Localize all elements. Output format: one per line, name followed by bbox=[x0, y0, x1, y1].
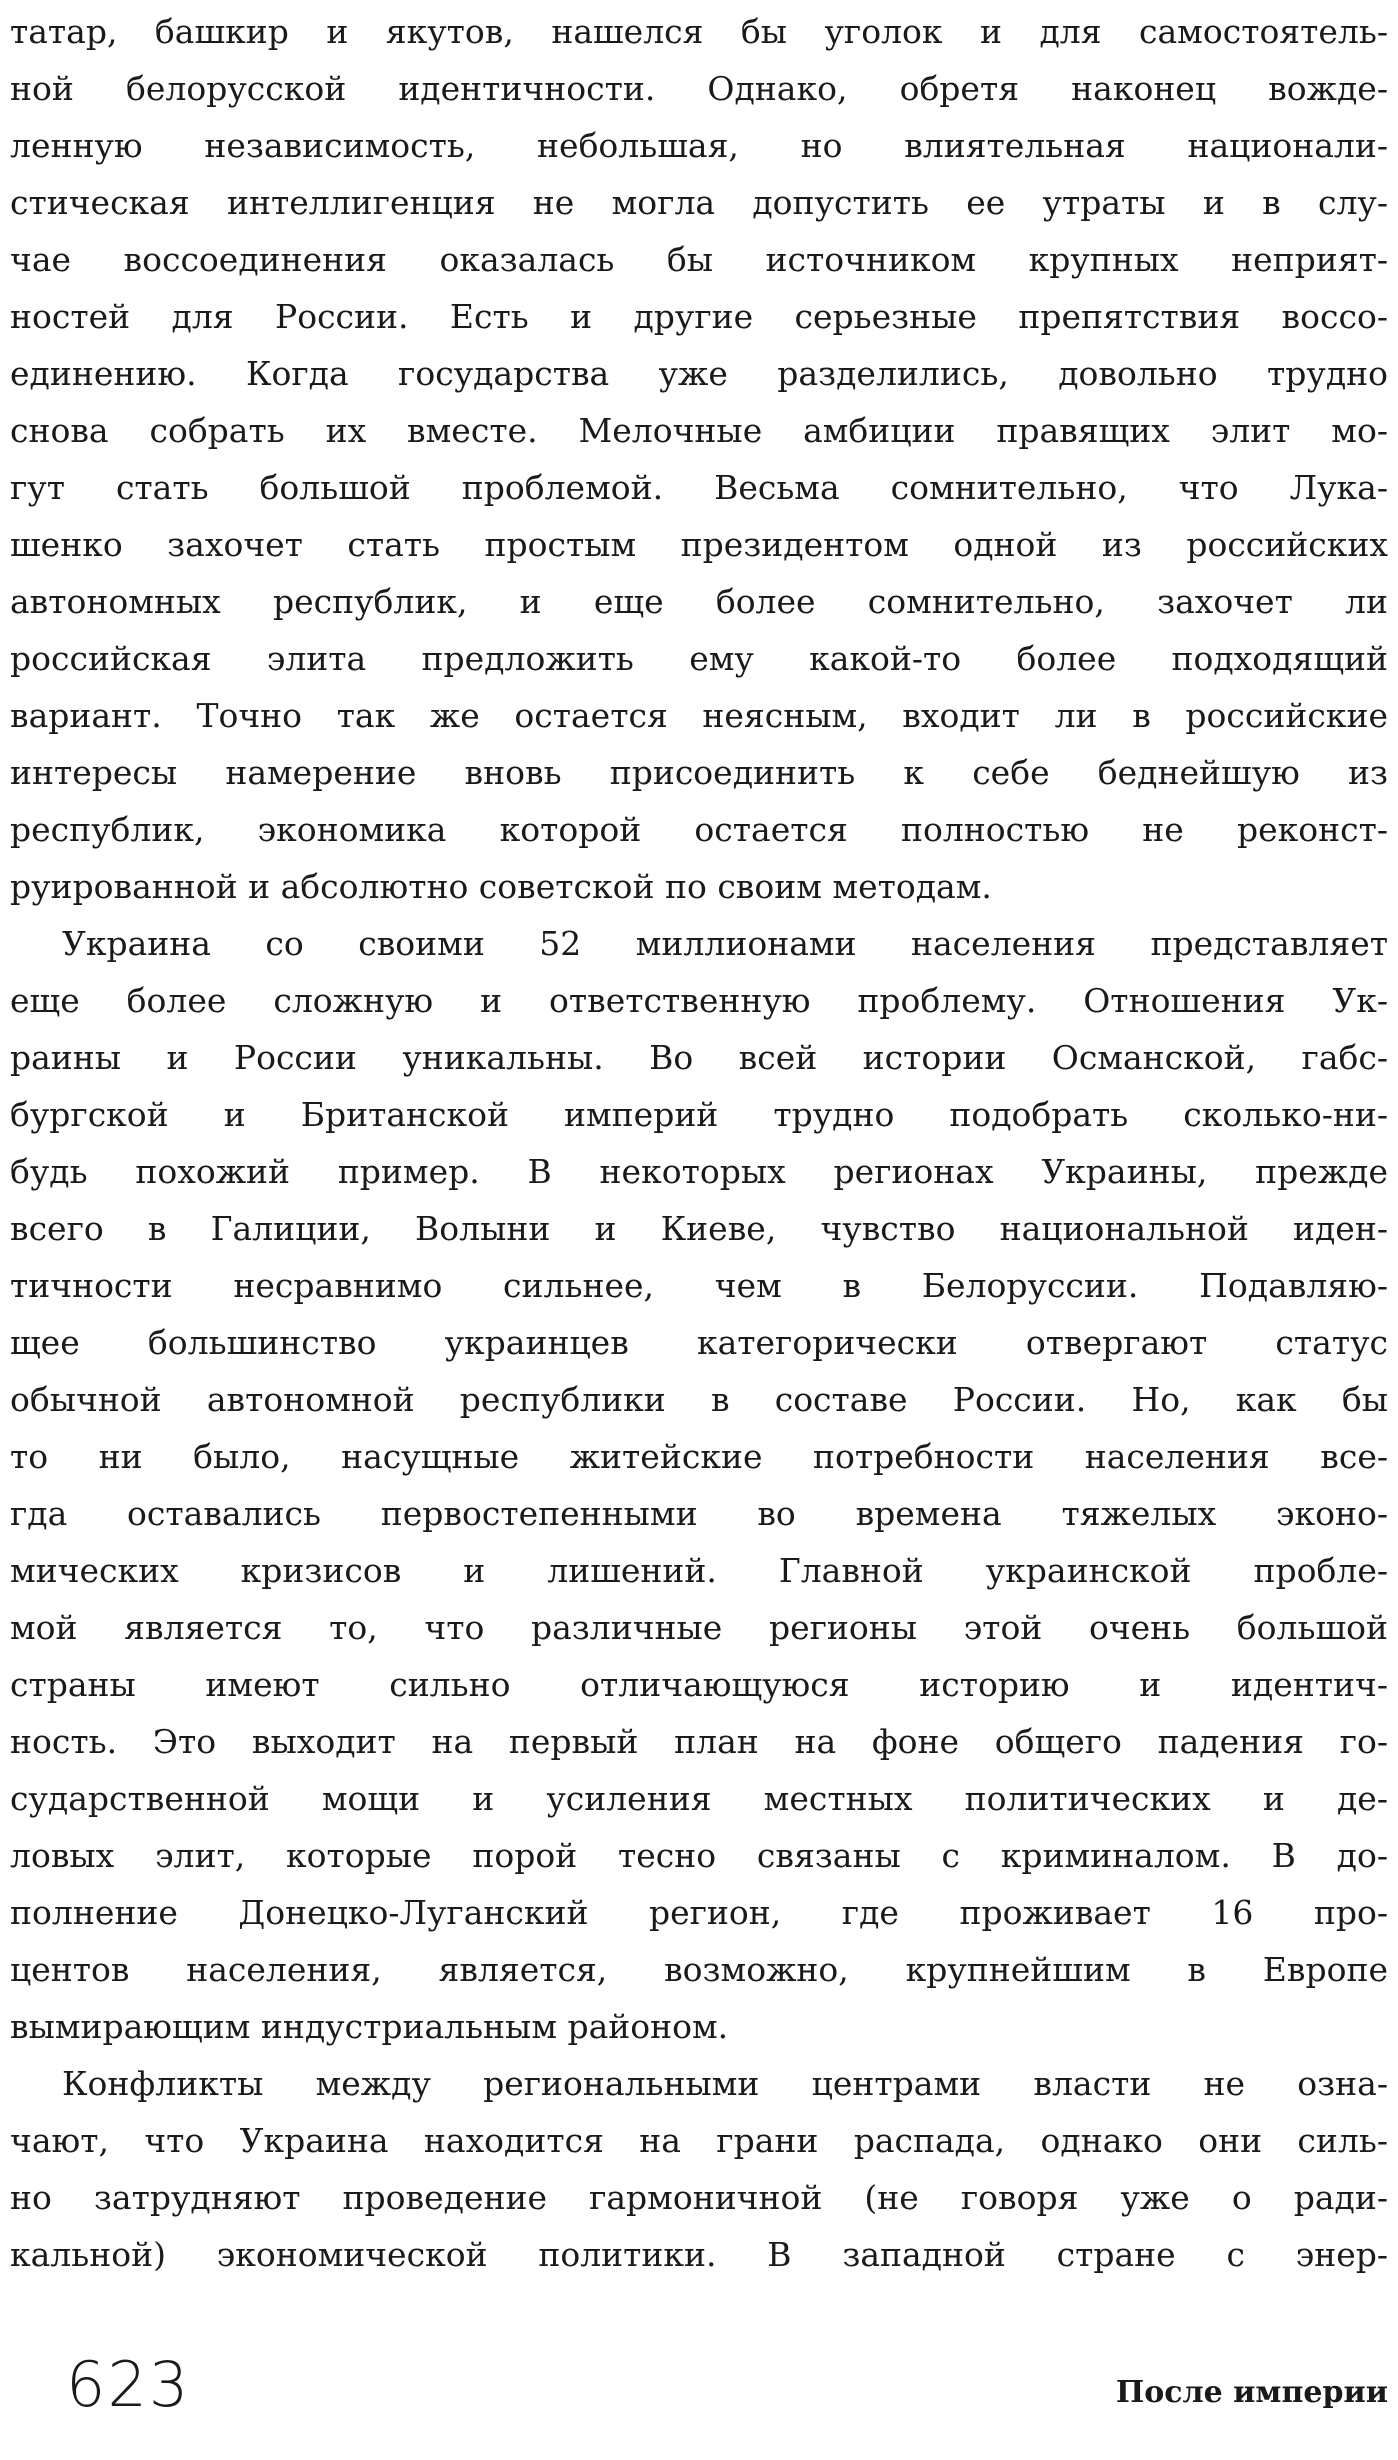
text-line: сударственной мощи и усиления местных политических и де- bbox=[10, 1779, 1388, 1818]
text-line: автономных республик, и еще более сомнительно, захочет ли bbox=[10, 582, 1388, 621]
text-line: будь похожий пример. В некоторых регионах Украины, прежде bbox=[10, 1152, 1388, 1191]
paragraph-first-line: Украина со своими 52 миллионами населения представляет bbox=[62, 924, 1388, 963]
text-line: вариант. Точно так же остается неясным, входит ли в российские bbox=[10, 696, 1388, 735]
text-line: ность. Это выходит на первый план на фоне общего падения го- bbox=[10, 1722, 1388, 1761]
text-line: гут стать большой проблемой. Весьма сомнительно, что Лука- bbox=[10, 468, 1388, 507]
text-line: республик, экономика которой остается полностью не реконст- bbox=[10, 810, 1388, 849]
text-line: обычной автономной республики в составе России. Но, как бы bbox=[10, 1380, 1388, 1419]
text-line: шенко захочет стать простым президентом одной из российских bbox=[10, 525, 1388, 564]
text-line: но затрудняют проведение гармоничной (не говоря уже о ради- bbox=[10, 2178, 1388, 2217]
text-line: то ни было, насущные житейские потребности населения все- bbox=[10, 1437, 1388, 1476]
text-line: руированной и абсолютно советской по своим методам. bbox=[10, 867, 992, 906]
text-line: единению. Когда государства уже разделились, довольно трудно bbox=[10, 354, 1388, 393]
text-line: снова собрать их вместе. Мелочные амбиции правящих элит мо- bbox=[10, 411, 1388, 450]
text-line: чают, что Украина находится на грани распада, однако они силь- bbox=[10, 2121, 1388, 2160]
text-line: еще более сложную и ответственную проблему. Отношения Ук- bbox=[10, 981, 1388, 1020]
text-line: мических кризисов и лишений. Главной украинской пробле- bbox=[10, 1551, 1388, 1590]
text-line: интересы намерение вновь присоединить к себе беднейшую из bbox=[10, 753, 1388, 792]
text-line: тичности несравнимо сильнее, чем в Белоруссии. Подавляю- bbox=[10, 1266, 1388, 1305]
text-line: ной белорусской идентичности. Однако, обретя наконец вожде- bbox=[10, 69, 1388, 108]
page-number: 623 bbox=[66, 2348, 191, 2421]
text-line: кальной) экономической политики. В западной стране с энер- bbox=[10, 2235, 1388, 2274]
text-line: чае воссоединения оказалась бы источником крупных неприят- bbox=[10, 240, 1388, 279]
text-line: полнение Донецко-Луганский регион, где проживает 16 про- bbox=[10, 1893, 1388, 1932]
text-line: страны имеют сильно отличающуюся историю и идентич- bbox=[10, 1665, 1388, 1704]
text-line: ловых элит, которые порой тесно связаны с криминалом. В до- bbox=[10, 1836, 1388, 1875]
text-line: ленную независимость, небольшая, но влиятельная национали- bbox=[10, 126, 1388, 165]
text-line: щее большинство украинцев категорически отвергают статус bbox=[10, 1323, 1388, 1362]
text-line: раины и России уникальны. Во всей истории Османской, габс- bbox=[10, 1038, 1388, 1077]
book-page bbox=[10, 0, 1388, 2460]
running-title: После империи bbox=[1115, 2375, 1388, 2410]
text-line: вымирающим индустриальным районом. bbox=[10, 2007, 729, 2046]
text-line: центов населения, является, возможно, крупнейшим в Европе bbox=[10, 1950, 1388, 1989]
text-line: гда оставались первостепенными во времена тяжелых эконо- bbox=[10, 1494, 1388, 1533]
text-line: ностей для России. Есть и другие серьезные препятствия воссо- bbox=[10, 297, 1388, 336]
text-line: всего в Галиции, Волыни и Киеве, чувство национальной иден- bbox=[10, 1209, 1388, 1248]
text-line: татар, башкир и якутов, нашелся бы уголок и для самостоятель- bbox=[10, 12, 1388, 51]
text-line: бургской и Британской империй трудно подобрать сколько-ни- bbox=[10, 1095, 1388, 1134]
text-line: российская элита предложить ему какой-то более подходящий bbox=[10, 639, 1388, 678]
text-line: мой является то, что различные регионы этой очень большой bbox=[10, 1608, 1388, 1647]
text-line: стическая интеллигенция не могла допустить ее утраты и в слу- bbox=[10, 183, 1388, 222]
paragraph-first-line: Конфликты между региональными центрами власти не озна- bbox=[62, 2064, 1388, 2103]
